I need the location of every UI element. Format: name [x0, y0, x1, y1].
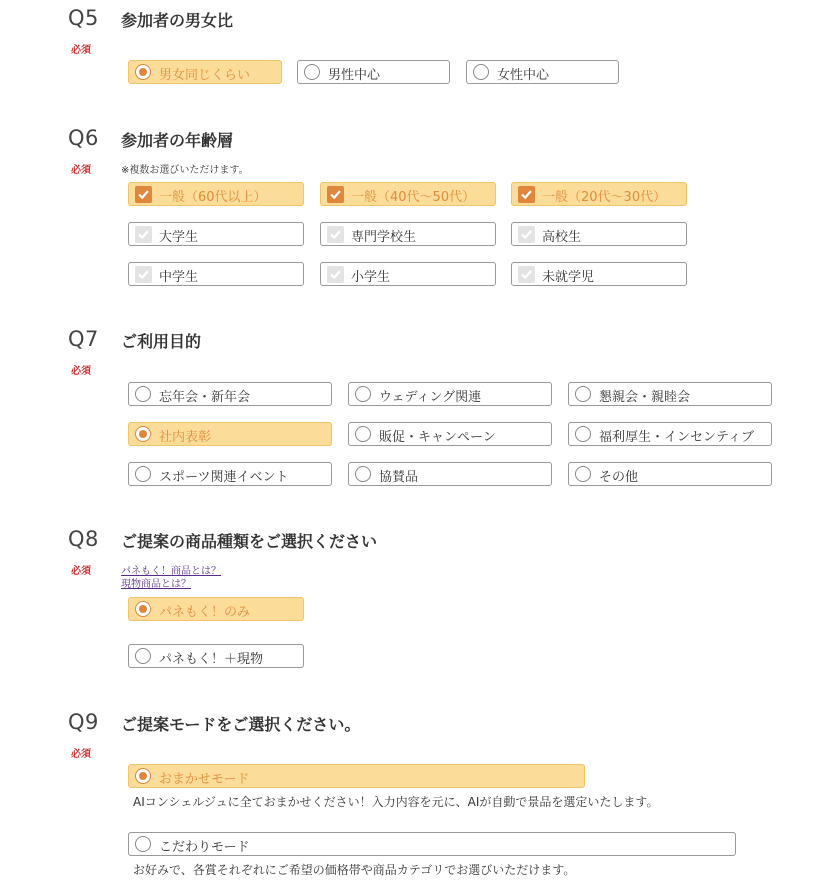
radio-selected-icon [135, 768, 151, 784]
checkbox-option-q6-5[interactable] [511, 222, 687, 246]
radio-icon [575, 386, 591, 402]
required-badge-q7: 必須 [71, 366, 91, 377]
radio-icon [355, 386, 371, 402]
required-badge-q8: 必須 [71, 566, 91, 577]
checkbox-icon [327, 266, 344, 283]
radio-icon [135, 648, 151, 664]
option-description-q9-1: お好みで、各賞それぞれにご希望の価格帯や商品カテゴリでお選びいただけます。 [133, 863, 576, 877]
checkbox-option-q6-8[interactable] [511, 262, 687, 286]
radio-icon [575, 466, 591, 482]
radio-option-q7-4[interactable] [348, 422, 552, 446]
option-label: 大学生 [159, 230, 199, 245]
multi-select-note: ※複数お選びいただけます。 [121, 165, 249, 176]
radio-option-q5-0[interactable] [128, 60, 282, 84]
radio-selected-icon [135, 426, 151, 442]
option-label: 忘年会・新年会 [159, 390, 251, 405]
checkbox-option-q6-6[interactable] [128, 262, 304, 286]
radio-option-q5-1[interactable] [297, 60, 450, 84]
radio-option-q7-3[interactable] [128, 422, 332, 446]
option-label: 販促・キャンペーン [379, 430, 496, 445]
required-badge-q9: 必須 [71, 749, 91, 760]
option-description-q9-0: AIコンシェルジュに全ておまかせください！入力内容を元に、AIが自動で景品を選定いたします。 [133, 795, 659, 809]
radio-icon [135, 466, 151, 482]
radio-icon [355, 466, 371, 482]
radio-option-q9-1[interactable] [128, 832, 736, 856]
radio-option-q7-0[interactable] [128, 382, 332, 406]
option-label: 女性中心 [497, 68, 550, 83]
checkbox-icon [327, 226, 344, 243]
question-title-q8: ご提案の商品種類をご選択ください [121, 532, 378, 551]
radio-option-q7-1[interactable] [348, 382, 552, 406]
checkbox-icon [518, 266, 535, 283]
option-label: 社内表彰 [159, 430, 212, 445]
checkbox-option-q6-4[interactable] [320, 222, 496, 246]
radio-option-q7-8[interactable] [568, 462, 772, 486]
option-label: パネもく！のみ [159, 605, 251, 620]
option-label: 男女同じくらい [159, 68, 251, 83]
option-label: 協賛品 [379, 470, 419, 485]
option-label: 高校生 [542, 230, 582, 245]
option-label: 小学生 [351, 270, 391, 285]
required-badge-q5: 必須 [71, 45, 91, 56]
radio-icon [355, 426, 371, 442]
radio-icon [473, 64, 489, 80]
radio-option-q7-7[interactable] [348, 462, 552, 486]
question-title-q6: 参加者の年齢層 [121, 131, 234, 150]
required-badge-q6: 必須 [71, 165, 91, 176]
question-number-q9: Q9 [68, 710, 99, 734]
option-label: 男性中心 [328, 68, 381, 83]
option-label: ウェディング関連 [379, 390, 482, 405]
option-label: 専門学校生 [351, 230, 417, 245]
option-label: おまかせモード [159, 772, 250, 787]
option-label: 一般（40代〜50代） [351, 190, 476, 205]
radio-option-q7-6[interactable] [128, 462, 332, 486]
question-number-q5: Q5 [68, 6, 99, 30]
option-label: 一般（20代〜30代） [542, 190, 667, 205]
link-physical-about[interactable]: 現物商品とは？ [121, 579, 191, 590]
checkbox-option-q6-1[interactable] [320, 182, 496, 206]
question-number-q8: Q8 [68, 527, 99, 551]
radio-icon [135, 386, 151, 402]
checkbox-checked-icon [327, 186, 344, 203]
checkbox-checked-icon [518, 186, 535, 203]
option-label: 中学生 [159, 270, 199, 285]
checkbox-icon [135, 266, 152, 283]
radio-option-q7-5[interactable] [568, 422, 772, 446]
radio-option-q8-1[interactable] [128, 644, 304, 668]
option-label: 一般（60代以上） [159, 190, 267, 205]
link-panemoku-about[interactable]: パネもく！商品とは？ [121, 566, 221, 577]
radio-icon [304, 64, 320, 80]
checkbox-icon [518, 226, 535, 243]
radio-icon [575, 426, 591, 442]
question-title-q7: ご利用目的 [121, 332, 202, 351]
option-label: 懇親会・親睦会 [599, 390, 691, 405]
option-label: 未就学児 [542, 270, 595, 285]
checkbox-option-q6-0[interactable] [128, 182, 304, 206]
option-label: スポーツ関連イベント [159, 470, 289, 485]
checkbox-checked-icon [135, 186, 152, 203]
checkbox-option-q6-7[interactable] [320, 262, 496, 286]
radio-option-q5-2[interactable] [466, 60, 619, 84]
checkbox-option-q6-3[interactable] [128, 222, 304, 246]
question-number-q6: Q6 [68, 126, 99, 150]
radio-option-q8-0[interactable] [128, 597, 304, 621]
radio-selected-icon [135, 64, 151, 80]
question-title-q9: ご提案モードをご選択ください。 [121, 715, 361, 734]
radio-option-q9-0[interactable] [128, 764, 585, 788]
question-number-q7: Q7 [68, 327, 99, 351]
question-title-q5: 参加者の男女比 [121, 11, 234, 30]
radio-option-q7-2[interactable] [568, 382, 772, 406]
option-label: その他 [599, 470, 639, 485]
option-label: こだわりモード [159, 840, 250, 855]
radio-selected-icon [135, 601, 151, 617]
checkbox-icon [135, 226, 152, 243]
radio-icon [135, 836, 151, 852]
option-label: パネもく！＋現物 [159, 652, 264, 667]
option-label: 福利厚生・インセンティブ [599, 430, 754, 445]
checkbox-option-q6-2[interactable] [511, 182, 687, 206]
